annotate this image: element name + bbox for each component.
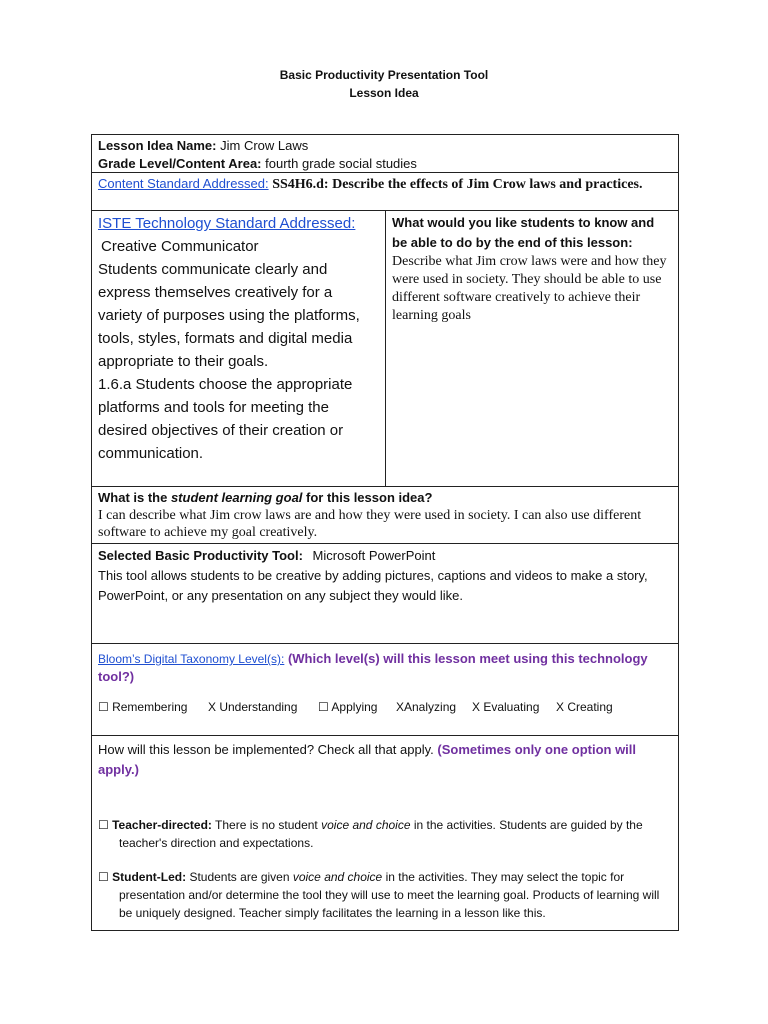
implementation-heading bbox=[98, 740, 672, 780]
implementation-question: How will this lesson be implemented? Check all that apply. bbox=[98, 742, 434, 757]
implementation-note: (Sometimes only one option will apply.) bbox=[98, 742, 637, 777]
content-standard-value: SS4H6.d: Describe the effects of Jim Crow laws and practices. bbox=[272, 177, 643, 192]
learning-goal-q-suffix: for this lesson idea? bbox=[302, 490, 433, 505]
grade-level-value: fourth grade social studies bbox=[265, 156, 417, 171]
bloom-level-analyzing[interactable]: XAnalyzing bbox=[396, 700, 457, 714]
bloom-levels bbox=[98, 700, 672, 714]
bloom-level-creating[interactable]: X Creating bbox=[556, 700, 613, 714]
bloom-link[interactable]: Bloom’s Digital Taxonomy Level(s): bbox=[98, 652, 285, 666]
tool-row bbox=[92, 544, 678, 644]
teacher-directed-italic: voice and choice bbox=[321, 818, 411, 832]
iste-standard-link[interactable]: ISTE Technology Standard Addressed: bbox=[98, 215, 356, 232]
teacher-directed-checkbox[interactable]: ☐ bbox=[98, 818, 109, 832]
option-teacher-directed bbox=[98, 816, 672, 852]
student-led-checkbox[interactable]: ☐ bbox=[98, 870, 109, 884]
bloom-level-remembering[interactable]: ☐ Remembering bbox=[98, 700, 188, 714]
implementation-row bbox=[92, 736, 678, 930]
tool-label: Selected Basic Productivity Tool: bbox=[98, 548, 303, 563]
tool-description: This tool allows students to be creative by adding pictures, captions and videos to make a story, PowerPoint, or any presentation on any subject they would like. bbox=[98, 568, 648, 603]
content-standard-link[interactable]: Content Standard Addressed: bbox=[98, 176, 269, 191]
lesson-table bbox=[91, 134, 679, 931]
title-line: Basic Productivity Presentation Tool bbox=[279, 68, 489, 82]
subtitle-line: Lesson Idea bbox=[349, 86, 419, 100]
bloom-question: (Which level(s) will this lesson meet using this technology tool?) bbox=[98, 651, 648, 684]
bloom-heading bbox=[98, 650, 672, 686]
lesson-name-label: Lesson Idea Name: bbox=[98, 138, 217, 153]
grade-level-line bbox=[98, 155, 672, 173]
document-title bbox=[0, 66, 768, 102]
grade-level-label: Grade Level/Content Area: bbox=[98, 156, 262, 171]
bloom-level-understanding[interactable]: X Understanding bbox=[208, 700, 298, 714]
learning-goal-question bbox=[98, 489, 672, 507]
student-led-pre: Students are given bbox=[186, 870, 293, 884]
iste-standard-description: Students communicate clearly and express themselves creatively for a variety of purposes using the platforms, tools, styles, formats and digital media appropriate to their goals. bbox=[98, 261, 360, 370]
lesson-name-value: Jim Crow Laws bbox=[220, 138, 309, 153]
learning-goal-q-prefix: What is the bbox=[98, 490, 171, 505]
teacher-directed-post: in the activities. Students are guided by the teacher's direction and expectations. bbox=[119, 818, 643, 850]
standards-row bbox=[92, 211, 678, 487]
know-do-answer: Describe what Jim crow laws were and how they were used in society. They should be able to use different software creatively to achieve their learning goals bbox=[392, 254, 667, 323]
student-led-label: Student-Led: bbox=[112, 870, 187, 884]
learning-goal-row bbox=[92, 487, 678, 544]
iste-sub-standard: 1.6.a Students choose the appropriate platforms and tools for meeting the desired objectives of their creation or communication. bbox=[98, 376, 353, 462]
learning-goal-answer: I can describe what Jim crow laws are and how they were used in society. I can also use different software to achieve my goal creatively. bbox=[98, 508, 642, 540]
content-standard-row bbox=[92, 173, 678, 211]
know-do-cell bbox=[386, 211, 678, 486]
bloom-row bbox=[92, 644, 678, 736]
teacher-directed-label: Teacher-directed: bbox=[112, 818, 212, 832]
know-do-question: What would you like students to know and be able to do by the end of this lesson: bbox=[392, 215, 655, 250]
tool-line bbox=[98, 546, 672, 566]
lesson-info-row bbox=[92, 135, 678, 173]
student-led-italic: voice and choice bbox=[292, 870, 383, 884]
bloom-level-evaluating[interactable]: X Evaluating bbox=[472, 700, 540, 714]
tool-value: Microsoft PowerPoint bbox=[312, 548, 436, 563]
iste-standard-name: Creative Communicator bbox=[101, 238, 259, 255]
teacher-directed-pre: There is no student bbox=[211, 818, 322, 832]
iste-cell bbox=[92, 211, 386, 486]
option-student-led bbox=[98, 868, 672, 922]
learning-goal-q-italic: student learning goal bbox=[170, 490, 303, 505]
student-led-post: in the activities. They may select the topic for presentation and/or determine the tool they will use to meet the learning goal. Products of learning will be uniquely designed. Teacher simply facilitates the learning in a lesson like this. bbox=[119, 870, 660, 920]
lesson-name-line bbox=[98, 137, 672, 155]
bloom-level-applying[interactable]: ☐ Applying bbox=[318, 700, 378, 714]
